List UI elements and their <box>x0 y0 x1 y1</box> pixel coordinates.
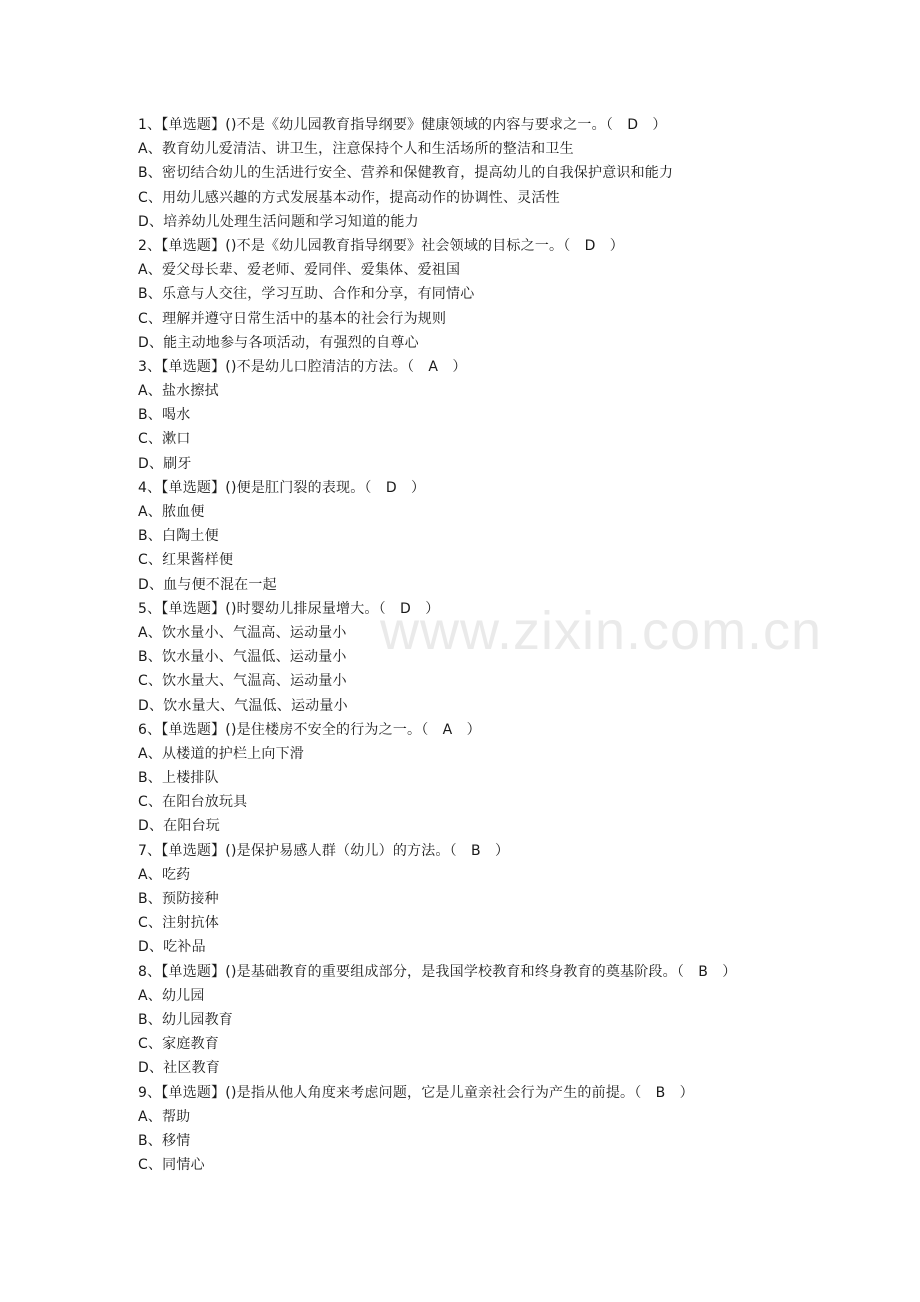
option-d: D、能主动地参与各项活动，有强烈的自尊心 <box>138 334 419 351</box>
question-5 <box>138 597 898 718</box>
question-stem: 3、【单选题】()不是幼儿口腔清洁的方法。（ A ） <box>138 358 467 375</box>
question-stem: 4、【单选题】()便是肛门裂的表现。（ D ） <box>138 479 426 496</box>
option-b: B、上楼排队 <box>138 770 219 787</box>
question-stem: 1、【单选题】()不是《幼儿园教育指导纲要》健康领域的内容与要求之一。（ D ） <box>138 117 667 133</box>
question-stem: 7、【单选题】()是保护易感人群（幼儿）的方法。（ B ） <box>138 842 510 859</box>
question-8 <box>138 960 898 1081</box>
question-6 <box>138 718 898 839</box>
option-a: A、从楼道的护栏上向下滑 <box>138 745 304 762</box>
question-2 <box>138 234 898 355</box>
option-b: B、预防接种 <box>138 891 219 907</box>
option-a: A、教育幼儿爱清洁、讲卫生，注意保持个人和生活场所的整洁和卫生 <box>138 141 574 158</box>
question-1 <box>138 113 898 234</box>
question-3 <box>138 355 898 476</box>
option-a: A、吃药 <box>138 866 191 883</box>
option-a: A、饮水量小、气温高、运动量小 <box>138 624 347 641</box>
option-b: B、乐意与人交往，学习互助、合作和分享，有同情心 <box>138 286 475 303</box>
option-c: C、漱口 <box>138 431 191 448</box>
option-b: B、饮水量小、气温低、运动量小 <box>138 649 347 666</box>
option-a: A、脓血便 <box>138 504 205 520</box>
question-4 <box>138 476 898 597</box>
question-stem: 5、【单选题】()时婴幼儿排尿量增大。（ D ） <box>138 600 440 617</box>
option-a: A、爱父母长辈、爱老师、爱同伴、爱集体、爱祖国 <box>138 262 461 279</box>
option-d: D、社区教育 <box>138 1060 220 1077</box>
option-d: D、吃补品 <box>138 939 206 956</box>
option-b: B、喝水 <box>138 407 191 424</box>
option-c: C、注射抗体 <box>138 915 219 932</box>
watermark: www.zixin.com.cn <box>380 601 823 661</box>
option-c: C、饮水量大、气温高、运动量小 <box>138 673 347 690</box>
question-stem: 9、【单选题】()是指从他人角度来考虑问题，它是儿童亲社会行为产生的前提。（ B ） <box>138 1084 694 1101</box>
question-list <box>138 113 898 1177</box>
option-b: B、幼儿园教育 <box>138 1011 234 1028</box>
option-d: D、血与便不混在一起 <box>138 576 277 593</box>
option-c: C、红果酱样便 <box>138 552 234 569</box>
option-c: C、同情心 <box>138 1157 205 1174</box>
option-b: B、密切结合幼儿的生活进行安全、营养和保健教育，提高幼儿的自我保护意识和能力 <box>138 165 674 182</box>
option-c: C、在阳台放玩具 <box>138 794 248 811</box>
option-a: A、幼儿园 <box>138 987 205 1004</box>
question-stem: 6、【单选题】()是住楼房不安全的行为之一。（ A ） <box>138 721 481 738</box>
option-b: B、白陶土便 <box>138 528 219 545</box>
option-d: D、饮水量大、气温低、运动量小 <box>138 697 348 714</box>
option-b: B、移情 <box>138 1132 191 1149</box>
option-a: A、帮助 <box>138 1108 191 1125</box>
question-stem: 8、【单选题】()是基础教育的重要组成部分，是我国学校教育和终身教育的奠基阶段。（ B ） <box>138 963 737 980</box>
question-7 <box>138 839 898 960</box>
question-9 <box>138 1081 898 1178</box>
option-c: C、理解并遵守日常生活中的基本的社会行为规则 <box>138 310 447 327</box>
option-d: D、培养幼儿处理生活问题和学习知道的能力 <box>138 213 419 230</box>
option-a: A、盐水擦拭 <box>138 383 219 400</box>
question-stem: 2、【单选题】()不是《幼儿园教育指导纲要》社会领域的目标之一。（ D ） <box>138 237 625 254</box>
option-d: D、在阳台玩 <box>138 818 220 835</box>
option-c: C、用幼儿感兴趣的方式发展基本动作，提高动作的协调性、灵活性 <box>138 189 560 206</box>
option-c: C、家庭教育 <box>138 1036 219 1053</box>
option-d: D、刷牙 <box>138 455 192 472</box>
